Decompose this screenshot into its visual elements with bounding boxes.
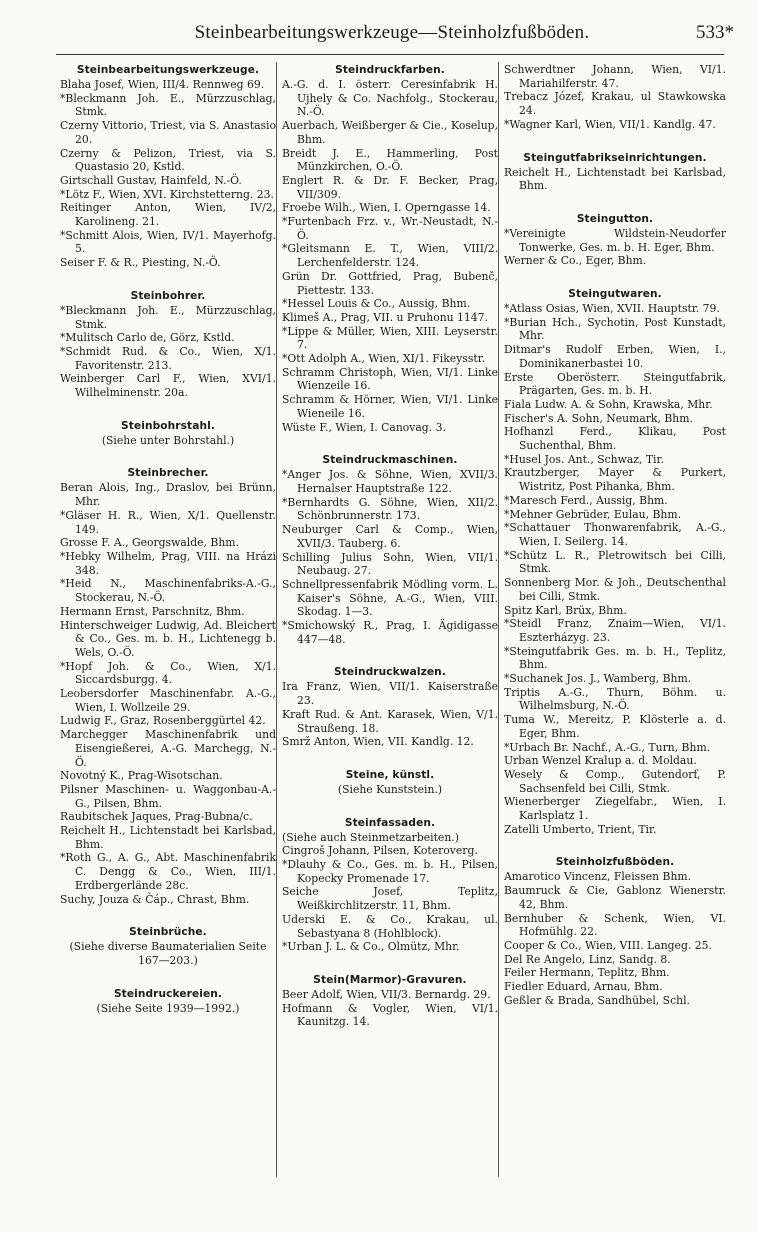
- directory-entry: Klimeš A., Prag, VII. u Pruhonu 1147.: [282, 310, 488, 324]
- cross-reference-note: (Siehe diverse Baumaterialien Seite 167—203.): [69, 940, 267, 967]
- directory-entry: Cooper & Co., Wien, VIII. Langeg. 25.: [504, 938, 712, 952]
- directory-entry: Krautzberger, Mayer & Purkert, Wistritz, Post Pihanka, Bhm.: [504, 466, 726, 494]
- directory-entry: Schnellpressenfabrik Mödling vorm. L. Kaiser's Söhne, A.-G., Wien, VIII. Skodag. 1—3.: [282, 577, 498, 619]
- directory-entry: Pilsner Maschinen- u. Waggonbau-A.-G., Pilsen, Bhm.: [60, 782, 276, 810]
- directory-entry: *Atlass Osias, Wien, XVII. Hauptstr. 79.: [504, 302, 720, 316]
- directory-entry: *Mulitsch Carlo de, Görz, Kstld.: [60, 331, 235, 345]
- directory-entry: *Wagner Karl, Wien, VII/1. Kandlg. 47.: [504, 117, 716, 131]
- directory-entry: *Lippe & Müller, Wien, XIII. Leyserstr. 7.: [282, 324, 498, 352]
- directory-section: [60, 289, 276, 400]
- directory-entry: Spitz Karl, Brüx, Bhm.: [504, 603, 627, 617]
- directory-entry: *Maresch Ferd., Aussig, Bhm.: [504, 493, 668, 507]
- directory-entry: Erste Oberösterr. Steingutfabrik, Prägarten, Ges. m. b. H.: [504, 370, 726, 398]
- directory-section: [504, 287, 726, 836]
- directory-entry: Uderski E. & Co., Krakau, ul. Sebastyana 8 (Hohlblock).: [282, 912, 498, 940]
- directory-entry: Kraft Rud. & Ant. Karasek, Wien, V/1. Straußeng. 18.: [282, 707, 498, 735]
- directory-entry: Hinterschweiger Ludwig, Ad. Bleichert & Co., Ges. m. b. H., Lichtenegg b. Wels, O.-Ö.: [60, 618, 276, 659]
- directory-entry: Girtschall Gustav, Hainfeld, N.-Ö.: [60, 173, 242, 187]
- directory-entry: Czerny Vittorio, Triest, via S. Anastasio 20.: [60, 119, 276, 146]
- section-heading: Steingutwaren.: [568, 288, 662, 301]
- directory-entry: Hermann Ernst, Parschnitz, Bhm.: [60, 604, 245, 618]
- directory-entry: Beer Adolf, Wien, VII/3. Bernardg. 29.: [282, 987, 491, 1001]
- directory-entry: *Mehner Gebrüder, Eulau, Bhm.: [504, 507, 682, 521]
- directory-entry: Raubitschek Jaques, Prag-Bubna/c.: [60, 810, 253, 824]
- directory-entry: Breidt J. E., Hammerling, Post Münzkirchen, O.-Ö.: [282, 146, 498, 174]
- directory-entry: Fischer's A. Sohn, Neumark, Bhm.: [504, 411, 693, 425]
- directory-entry: *Bernhardts G. Söhne, Wien, XII/2. Schönbrunnerstr. 173.: [282, 495, 498, 523]
- directory-entry: Trebacz Józef, Krakau, ul Stawkowska 24.: [504, 90, 726, 118]
- directory-entry: Wienerberger Ziegelfabr., Wien, I. Karlsplatz 1.: [504, 795, 726, 823]
- directory-entry: Tuma W., Mereitz, P. Klösterle a. d. Eger, Bhm.: [504, 713, 726, 740]
- directory-entry: Baumruck & Cie, Gablonz Wienerstr. 42, Bhm.: [504, 884, 726, 911]
- directory-entry: Amarotico Vincenz, Fleissen Bhm.: [504, 870, 692, 884]
- directory-entry: *Heid N., Maschinenfabriks-A.-G., Stockerau, N.-Ö.: [60, 577, 276, 605]
- section-heading: Steingutton.: [576, 212, 654, 225]
- directory-entry: *Husel Jos. Ant., Schwaz, Tir.: [504, 452, 664, 466]
- directory-entry: *Anger Jos. & Söhne, Wien, XVII/3. Hernalser Hauptstraße 122.: [282, 468, 498, 495]
- directory-entry: Smrž Anton, Wien, VII. Kandlg. 12.: [282, 735, 474, 749]
- directory-entry: Wesely & Comp., Gutendorf, P. Sachsenfeld bei Cilli, Stmk.: [504, 767, 726, 795]
- directory-section: [60, 466, 276, 906]
- directory-entry: Auerbach, Weißberger & Cie., Koselup, Bhm.: [282, 119, 498, 146]
- page-header: [52, 22, 732, 50]
- section-heading: Stein(Marmor)-Gravuren.: [313, 973, 467, 986]
- directory-entry: Hofhanzl Ferd., Klikau, Post Suchenthal, Bhm.: [504, 425, 726, 453]
- section-heading: Steinbrecher.: [127, 467, 209, 480]
- directory-entry: Del Re Angelo, Linz, Sandg. 8.: [504, 952, 671, 966]
- directory-entry: *Steidl Franz, Znaim—Wien, VI/1. Eszterházyg. 23.: [504, 617, 726, 644]
- directory-entry: *Hopf Joh. & Co., Wien, X/1. Siccardsburgg. 4.: [60, 659, 276, 687]
- cross-reference-note: (Siehe Kunststein.): [337, 782, 443, 796]
- directory-section: [504, 212, 726, 268]
- directory-entry: Marchegger Maschinenfabrik und Eisengießerei, A.-G. Marchegg, N.-Ö.: [60, 728, 276, 769]
- directory-entry: Reichelt H., Lichtenstadt bei Karlsbad, Bhm.: [504, 165, 726, 193]
- section-heading: Steinbearbeitungswerkzeuge.: [76, 64, 260, 76]
- directory-section: [282, 816, 498, 954]
- page-number: 533*: [696, 22, 734, 43]
- directory-section: [504, 855, 726, 1007]
- cross-reference-note: (Siehe unter Bohrstahl.): [101, 433, 235, 447]
- directory-entry: Feiler Hermann, Teplitz, Bhm.: [504, 966, 670, 980]
- directory-entry: *Schmidt Rud. & Co., Wien, X/1. Favoritenstr. 213.: [60, 344, 276, 372]
- directory-entry: *Bleckmann Joh. E., Mürzzuschlag, Stmk.: [60, 303, 276, 331]
- directory-entry: *Burian Hch., Sychotin, Post Kunstadt, Mhr.: [504, 315, 726, 343]
- directory-section: [282, 453, 498, 646]
- directory-entry: Hofmann & Vogler, Wien, VI/1. Kaunitzg. 14.: [282, 1001, 498, 1029]
- directory-entry: Schilling Julius Sohn, Wien, VII/1. Neubaug. 27.: [282, 550, 498, 578]
- directory-entry: Wüste F., Wien, I. Canovag. 3.: [282, 420, 446, 434]
- directory-entry: *Furtenbach Frz. v., Wr.-Neustadt, N.-Ö.: [282, 215, 498, 242]
- section-heading: Steine, künstl.: [345, 768, 435, 781]
- directory-entry: *Schmitt Alois, Wien, IV/1. Mayerhofg. 5.: [60, 228, 276, 256]
- section-heading: Steinholzfußböden.: [555, 856, 675, 869]
- directory-entry: *Urban J. L. & Co., Olmütz, Mhr.: [282, 940, 460, 954]
- directory-entry: Geßler & Brada, Sandhübel, Schl.: [504, 993, 690, 1007]
- column-1: [60, 63, 276, 1015]
- column-divider: [498, 62, 499, 1177]
- directory-entry: Grün Dr. Gottfried, Prag, Bubenč, Piettestr. 133.: [282, 269, 498, 297]
- directory-entry: Schramm & Hörner, Wien, VI/1. Linke Wieneile 16.: [282, 393, 498, 420]
- column-divider: [276, 62, 277, 1177]
- directory-entry: *Lötz F., Wien, XVI. Kirchstetterng. 23.: [60, 187, 274, 201]
- section-heading: Steinbohrstahl.: [121, 419, 215, 432]
- directory-entry: Reitinger Anton, Wien, IV/2, Karolineng. 21.: [60, 201, 276, 229]
- directory-entry: Leobersdorfer Maschinenfabr. A.-G., Wien, I. Wollzeile 29.: [60, 687, 276, 714]
- directory-entry: Froebe Wilh., Wien, I. Operngasse 14.: [282, 201, 491, 215]
- directory-entry: Beran Alois, Ing., Draslov, bei Brünn, Mhr.: [60, 481, 276, 509]
- directory-entry: A.-G. d. I. österr. Ceresinfabrik H. Ujhely & Co. Nachfolg., Stockerau, N.-Ö.: [282, 78, 498, 119]
- directory-entry: Seiser F. & R., Piesting, N.-Ö.: [60, 256, 221, 270]
- directory-entry: *Gläser H. R., Wien, X/1. Quellenstr. 149.: [60, 508, 276, 536]
- section-heading: Steindruckwalzen.: [334, 666, 446, 679]
- directory-entry: (Siehe auch Steinmetzarbeiten.): [282, 830, 459, 844]
- column-2: [282, 63, 498, 1029]
- directory-entry: *Dlauhy & Co., Ges. m. b. H., Pilsen, Kopecky Promenade 17.: [282, 858, 498, 885]
- directory-entry: Ludwig F., Graz, Rosenberggürtel 42.: [60, 714, 266, 728]
- directory-entry: Englert R. & Dr. F. Becker, Prag, VII/309.: [282, 173, 498, 201]
- directory-entry: Blaha Josef, Wien, III/4. Rennweg 69.: [60, 78, 265, 91]
- directory-section: [282, 665, 498, 749]
- directory-entry: Ira Franz, Wien, VII/1. Kaiserstraße 23.: [282, 680, 498, 708]
- section-heading: Steingutfabrikseinrichtungen.: [523, 151, 707, 164]
- directory-entry: Grosse F. A., Georgswalde, Bhm.: [60, 536, 239, 550]
- directory-section: [504, 151, 726, 193]
- directory-entry: *Hebky Wilhelm, Prag, VIII. na Hrázi 348.: [60, 549, 276, 577]
- directory-section: [60, 419, 276, 448]
- directory-entry: Reichelt H., Lichtenstadt bei Karlsbad, Bhm.: [60, 824, 276, 851]
- directory-entry: Czerny & Pelizon, Triest, via S. Quastasio 20, Kstld.: [60, 146, 276, 174]
- section-heading: Steindruckereien.: [113, 987, 223, 1000]
- directory-entry: Seiche Josef, Teplitz, Weißkirchlitzerstr. 11, Bhm.: [282, 885, 498, 913]
- cross-reference-note: (Siehe Seite 1939—1992.): [96, 1001, 240, 1015]
- header-rule: [56, 54, 724, 55]
- directory-section: [282, 973, 498, 1029]
- directory-entry: *Gleitsmann E. T., Wien, VIII/2. Lerchenfelderstr. 124.: [282, 242, 498, 270]
- directory-section: [282, 768, 498, 797]
- directory-section: [282, 63, 498, 434]
- directory-entry: *Urbach Br. Nachf., A.-G., Turn, Bhm.: [504, 740, 711, 754]
- directory-entry: Triptis A.-G., Thurn, Böhm. u. Wilhelmsburg, N.-Ö.: [504, 685, 726, 713]
- directory-section: [60, 987, 276, 1016]
- directory-entry: Fiedler Eduard, Arnau, Bhm.: [504, 980, 663, 994]
- directory-entry: Fiala Ludw. A. & Sohn, Krawska, Mhr.: [504, 397, 713, 411]
- directory-entry: *Bleckmann Joh. E., Mürzzuschlag, Stmk.: [60, 91, 276, 119]
- directory-entry: *Steingutfabrik Ges. m. b. H., Teplitz, Bhm.: [504, 644, 726, 672]
- directory-entry: Werner & Co., Eger, Bhm.: [504, 254, 647, 268]
- directory-entry: Sonnenberg Mor. & Joh., Deutschenthal bei Cilli, Stmk.: [504, 576, 726, 603]
- directory-entry: *Smichowský R., Prag, I. Ägidigasse 447—48.: [282, 619, 498, 646]
- directory-entry: *Vereinigte Wildstein-Neudorfer Tonwerke, Ges. m. b. H. Eger, Bhm.: [504, 226, 726, 254]
- directory-section: [504, 63, 726, 132]
- directory-entry: *Schattauer Thonwarenfabrik, A.-G., Wien, I. Seilerg. 14.: [504, 521, 726, 548]
- directory-entry: *Schütz L. R., Pletrowitsch bei Cilli, Stmk.: [504, 548, 726, 576]
- directory-section: [60, 925, 276, 967]
- directory-entry: Zatelli Umberto, Trient, Tir.: [504, 822, 657, 836]
- directory-entry: *Ott Adolph A., Wien, XI/1. Fikeysstr.: [282, 352, 486, 366]
- directory-entry: Neuburger Carl & Comp., Wien, XVII/3. Tauberg. 6.: [282, 523, 498, 550]
- directory-entry: Schramm Christoph, Wien, VI/1. Linke Wienzeile 16.: [282, 365, 498, 393]
- directory-entry: *Suchanek Jos. J., Wamberg, Bhm.: [504, 672, 692, 686]
- directory-entry: Bernhuber & Schenk, Wien, VI. Hofmühlg. 22.: [504, 911, 726, 939]
- section-heading: Steinfassaden.: [344, 816, 436, 829]
- page-title: Steinbearbeitungswerkzeuge—Steinholzfußböden.: [194, 22, 590, 43]
- section-heading: Steinbohrer.: [130, 289, 206, 302]
- directory-section: [60, 63, 276, 270]
- directory-entry: Suchy, Jouza & Čáp., Chrast, Bhm.: [60, 892, 250, 906]
- directory-entry: Weinberger Carl F., Wien, XVI/1. Wilhelminenstr. 20a.: [60, 372, 276, 400]
- directory-entry: *Roth G., A. G., Abt. Maschinenfabrik C. Dengg & Co., Wien, III/1. Erdbergerlände 28c.: [60, 851, 276, 892]
- directory-entry: *Hessel Louis & Co., Aussig, Bhm.: [282, 297, 471, 311]
- directory-entry: Ditmar's Rudolf Erben, Wien, I., Dominikanerbastei 10.: [504, 343, 726, 370]
- section-heading: Steindruckfarben.: [335, 64, 445, 76]
- directory-entry: Schwerdtner Johann, Wien, VI/1. Mariahilferstr. 47.: [504, 63, 726, 90]
- directory-entry: Cingroš Johann, Pilsen, Koteroverg.: [282, 844, 478, 858]
- directory-entry: Novotný K., Prag-Wisotschan.: [60, 769, 223, 783]
- section-heading: Steindruckmaschinen.: [322, 454, 458, 467]
- section-heading: Steinbrüche.: [129, 926, 207, 939]
- column-3: [504, 63, 726, 1007]
- directory-entry: Urban Wenzel Kralup a. d. Moldau.: [504, 754, 697, 768]
